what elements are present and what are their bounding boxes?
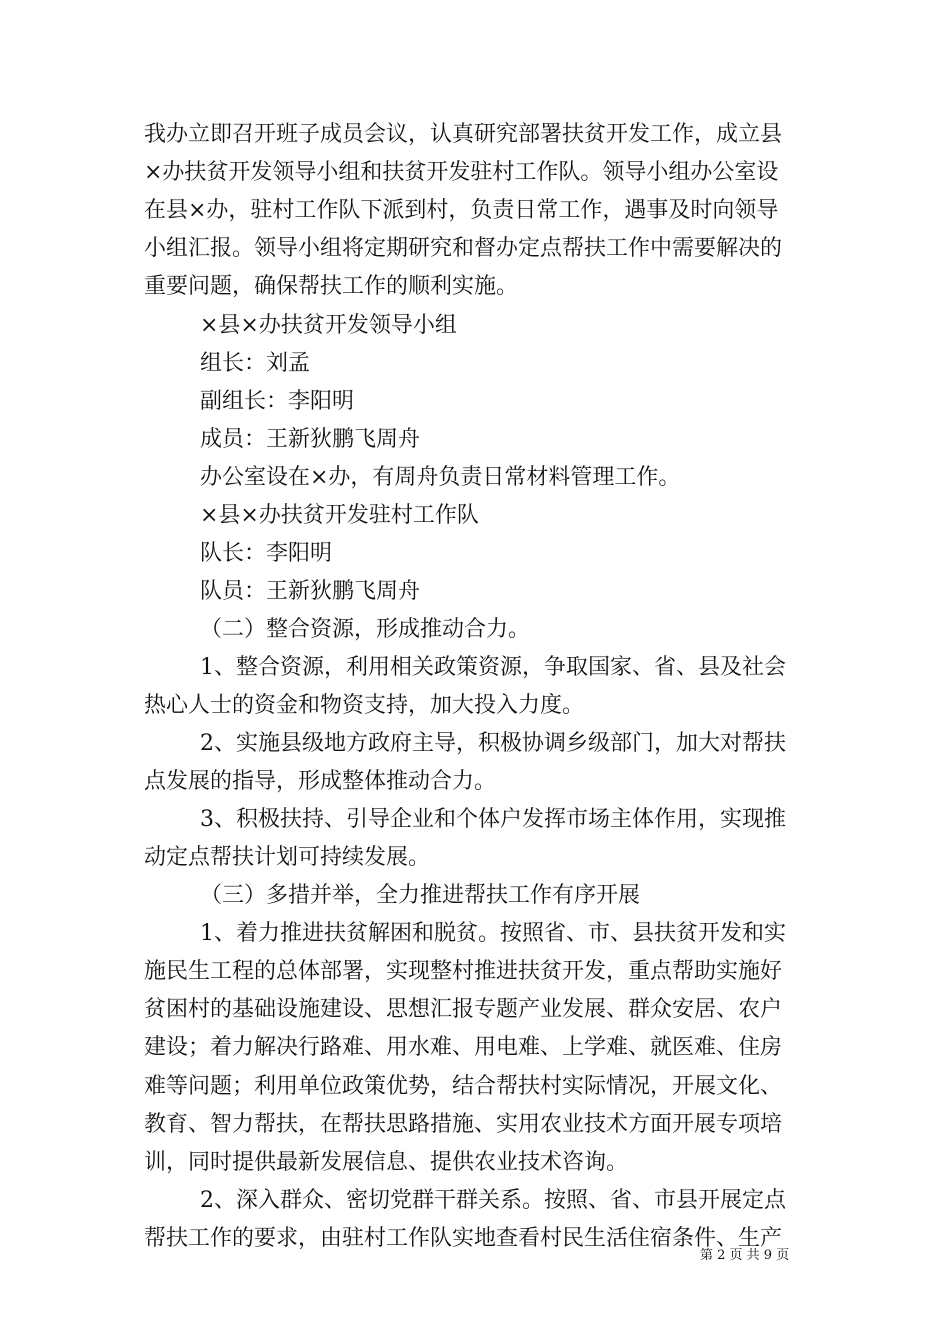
text-line xyxy=(0,192,950,229)
text-line-content: 在县×办，驻村工作队下派到村，负责日常工作，遇事及时向领导 xyxy=(144,198,779,223)
text-line-content: 副组长：李阳明 xyxy=(200,389,355,414)
text-line xyxy=(0,535,950,572)
text-line-content: 动定点帮扶计划可持续发展。 xyxy=(144,845,431,870)
text-line xyxy=(0,154,950,191)
text-line xyxy=(0,649,950,686)
text-line-content: ×办扶贫开发领导小组和扶贫开发驻村工作队。领导小组办公室设 xyxy=(144,160,779,185)
text-line xyxy=(0,1144,950,1181)
text-line-content: 1、整合资源，利用相关政策资源，争取国家、省、县及社会 xyxy=(200,655,786,680)
text-line-content: 教育、智力帮扶，在帮扶思路措施、实用农业技术方面开展专项培 xyxy=(144,1112,783,1137)
text-line-content: 2、深入群众、密切党群干群关系。按照、省、市县开展定点 xyxy=(200,1188,786,1213)
text-line-content: （二）整合资源，形成推动合力。 xyxy=(200,617,531,642)
text-line-content: 3、积极扶持、引导企业和个体户发挥市场主体作用，实现推 xyxy=(200,807,786,832)
text-line-content: 办公室设在×办，有周舟负责日常材料管理工作。 xyxy=(200,465,681,490)
text-line-content: ×县×办扶贫开发领导小组 xyxy=(200,313,457,338)
text-line-content: 队员：王新狄鹏飞周舟 xyxy=(200,579,421,604)
text-line-content: 成员：王新狄鹏飞周舟 xyxy=(200,427,421,452)
text-line xyxy=(0,801,950,838)
text-line-content: ×县×办扶贫开发驻村工作队 xyxy=(200,503,479,528)
text-line xyxy=(0,915,950,952)
text-line-content: （三）多措并举，全力推进帮扶工作有序开展 xyxy=(200,883,641,908)
text-line xyxy=(0,1182,950,1219)
text-line xyxy=(0,611,950,648)
text-line xyxy=(0,953,950,990)
text-line-content: 2、实施县级地方政府主导，积极协调乡级部门，加大对帮扶 xyxy=(200,731,786,756)
text-line-content: 队长：李阳明 xyxy=(200,541,333,566)
text-line xyxy=(0,497,950,534)
text-line xyxy=(0,1220,950,1257)
text-line xyxy=(0,345,950,382)
text-line-content: 小组汇报。领导小组将定期研究和督办定点帮扶工作中需要解决的 xyxy=(144,236,783,261)
text-line-content: 热心人士的资金和物资支持，加大投入力度。 xyxy=(144,693,585,718)
text-line xyxy=(0,459,950,496)
text-line xyxy=(0,1029,950,1066)
text-line-content: 我办立即召开班子成员会议，认真研究部署扶贫开发工作，成立县 xyxy=(144,122,783,147)
text-line-content: 贫困村的基础设施建设、思想汇报专题产业发展、群众安居、农户 xyxy=(144,997,783,1022)
text-line xyxy=(0,230,950,267)
text-line xyxy=(0,687,950,724)
text-line-content: 帮扶工作的要求，由驻村工作队实地查看村民生活住宿条件、生产 xyxy=(144,1226,783,1251)
text-line-content: 点发展的指导，形成整体推动合力。 xyxy=(144,769,497,794)
text-line xyxy=(0,991,950,1028)
text-line-content: 难等问题；利用单位政策优势，结合帮扶村实际情况，开展文化、 xyxy=(144,1074,783,1099)
text-line-content: 组长：刘孟 xyxy=(200,351,311,376)
text-line xyxy=(0,877,950,914)
text-line-content: 训，同时提供最新发展信息、提供农业技术咨询。 xyxy=(144,1150,629,1175)
text-line-content: 1、着力推进扶贫解困和脱贫。按照省、市、县扶贫开发和实 xyxy=(200,921,786,946)
page-footer: 第 2 页 共 9 页 xyxy=(700,1248,790,1263)
text-line xyxy=(0,763,950,800)
text-line xyxy=(0,268,950,305)
text-line xyxy=(0,573,950,610)
text-line xyxy=(0,383,950,420)
text-line xyxy=(0,1106,950,1143)
text-line-content: 重要问题，确保帮扶工作的顺利实施。 xyxy=(144,274,519,299)
text-line xyxy=(0,421,950,458)
text-line xyxy=(0,725,950,762)
text-line xyxy=(0,116,950,153)
text-line xyxy=(0,839,950,876)
text-line xyxy=(0,307,950,344)
text-line-content: 施民生工程的总体部署，实现整村推进扶贫开发，重点帮助实施好 xyxy=(144,959,783,984)
text-line-content: 建设；着力解决行路难、用水难、用电难、上学难、就医难、住房 xyxy=(144,1035,783,1060)
text-line xyxy=(0,1068,950,1105)
